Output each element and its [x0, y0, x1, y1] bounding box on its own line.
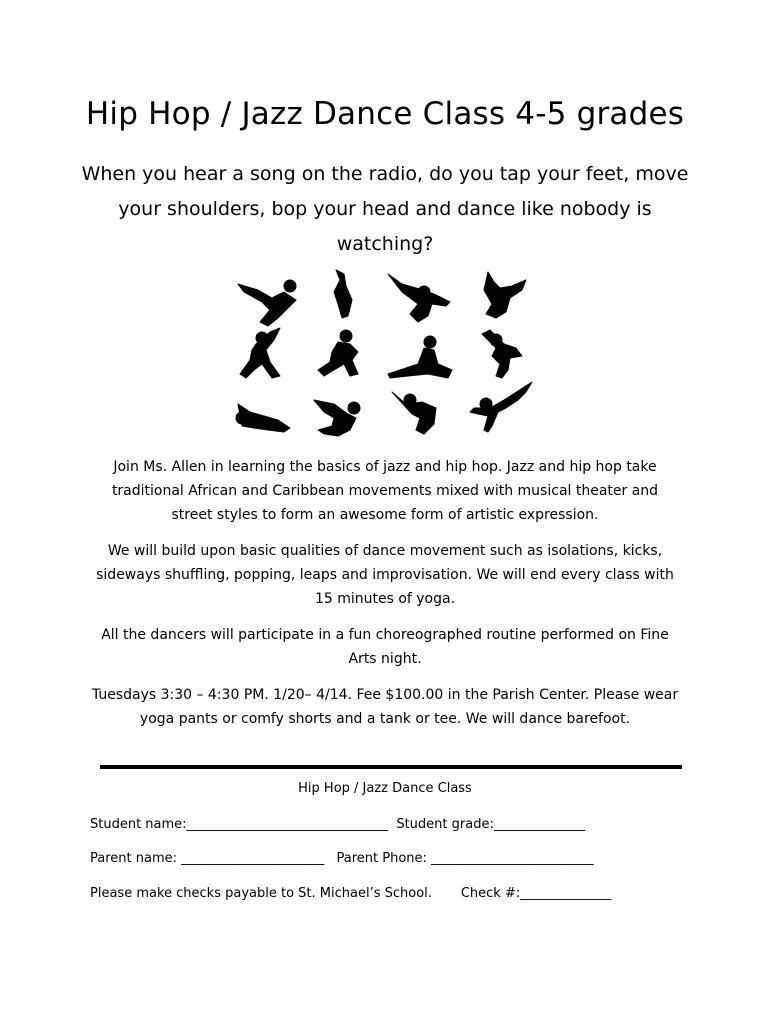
dancer-silhouettes: [228, 268, 548, 440]
dancer-7: [388, 336, 452, 378]
dancer-1: [238, 280, 296, 326]
intro-text: When you hear a song on the radio, do you tap your feet, move your shoulders, bop your head and dance like nobody is watching?: [81, 163, 689, 255]
dancer-2: [334, 270, 352, 318]
payment-info-line[interactable]: Please make checks payable to St. Michael’s School. Check #:______________: [90, 886, 612, 901]
student-info-line[interactable]: Student name:_______________________________ Student grade:______________: [90, 817, 585, 832]
dancer-11: [392, 392, 436, 434]
parent-info-line[interactable]: Parent name: ______________________ Parent Phone: _________________________: [90, 851, 594, 866]
paragraph-movements: We will build upon basic qualities of dance movement such as isolations, kicks, sideways shuffling, popping, leaps and improvisation. We will end every class with 15 minutes of yoga.: [96, 543, 674, 607]
dancer-6: [318, 330, 358, 376]
dancer-5: [240, 328, 280, 378]
form-title: Hip Hop / Jazz Dance Class: [298, 781, 472, 796]
dancer-9: [236, 404, 290, 432]
paragraph-schedule: Tuesdays 3:30 – 4:30 PM. 1/20– 4/14. Fee $100.00 in the Parish Center. Please wear yoga pants or comfy shorts and a tank or tee. We will dance barefoot.: [91, 687, 679, 727]
divider-line: [100, 765, 682, 769]
dancer-4: [484, 272, 526, 318]
dancer-12: [470, 382, 532, 432]
dancer-8: [482, 330, 522, 378]
paragraph-routine: All the dancers will participate in a fun choreographed routine performed on Fine Arts night.: [101, 627, 669, 667]
dancer-10: [314, 400, 360, 436]
paragraph-intro-class: Join Ms. Allen in learning the basics of jazz and hip hop. Jazz and hip hop take traditional African and Caribbean movements mixed with musical theater and street styles to form an awesome form of artistic expression.: [111, 459, 659, 523]
page-title: Hip Hop / Jazz Dance Class 4-5 grades: [85, 96, 685, 132]
dancer-3: [388, 274, 450, 322]
